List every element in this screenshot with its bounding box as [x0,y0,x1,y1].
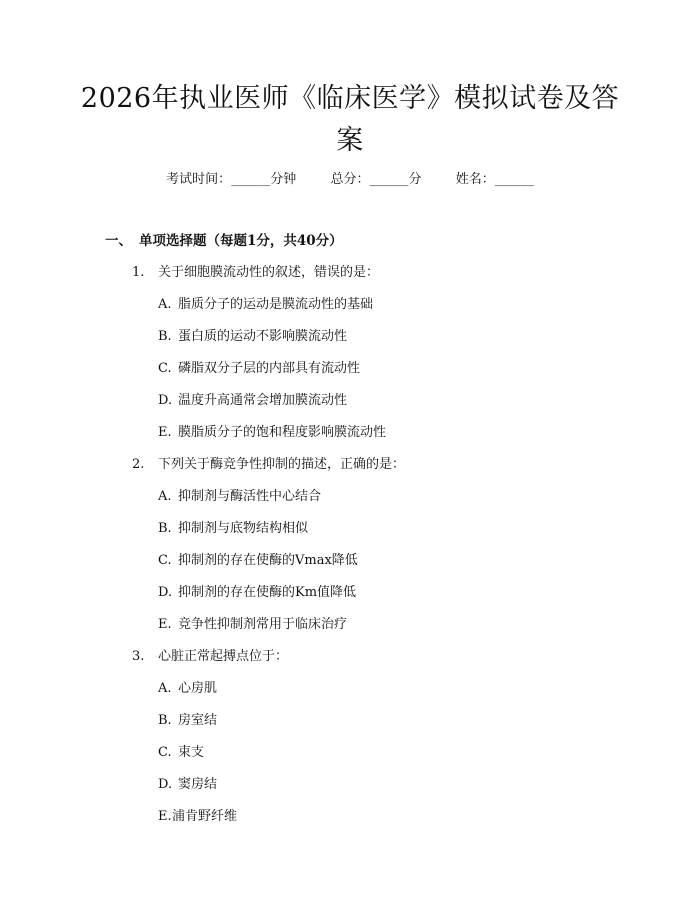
question-text: 下列关于酶竞争性抑制的描述，正确的是： [158,457,406,472]
question-number: 2. [132,457,145,472]
option-text: 窦房结 [178,777,218,792]
option-text: 抑制剂与酶活性中心结合 [178,489,322,504]
option-3b [158,709,217,728]
option-letter: A. [158,489,172,504]
total-score-blank: ______ [369,172,409,187]
option-3c [158,741,204,760]
question-3 [132,645,288,664]
option-letter: C. [158,553,172,568]
option-text: 抑制剂的存在使酶的Vmax降低 [178,553,358,568]
option-letter: B. [158,713,172,728]
option-1e [158,421,386,440]
page-title: 2026年执业医师《临床医学》模拟试卷及答案 [80,83,620,156]
exam-info-line [0,168,700,187]
option-letter: D. [158,777,173,792]
exam-time-label: 考试时间： [166,172,232,187]
section-title: 单项选择题（每题1分，共40分） [139,233,343,249]
option-letter: B. [158,329,172,344]
option-1d [158,389,347,408]
option-text: 束支 [178,745,205,760]
option-3d [158,773,217,792]
total-score-label: 总分： [330,172,370,187]
name-label: 姓名： [455,172,495,187]
question-number: 1. [132,265,145,280]
question-number: 3. [132,649,145,664]
option-text: 心房肌 [178,681,218,696]
question-2 [132,453,405,472]
option-letter: A. [158,681,172,696]
option-text: 竞争性抑制剂常用于临床治疗 [178,617,348,632]
question-1 [132,261,379,280]
option-text: 蛋白质的运动不影响膜流动性 [178,329,348,344]
option-text: 浦肯野纤维 [172,809,238,824]
question-text: 关于细胞膜流动性的叙述，错误的是： [158,265,380,280]
option-letter: C. [158,361,172,376]
option-text: 脂质分子的运动是膜流动性的基础 [178,297,374,312]
exam-time-unit: 分钟 [270,172,297,187]
section-heading [105,229,343,249]
option-2b [158,517,308,536]
option-1b [158,325,347,344]
option-text: 膜脂质分子的饱和程度影响膜流动性 [178,425,387,440]
option-text: 磷脂双分子层的内部具有流动性 [178,361,361,376]
option-letter: C. [158,745,172,760]
option-letter: D. [158,585,173,600]
option-letter: E. [158,809,172,824]
exam-time-blank: ______ [231,172,271,187]
option-text: 温度升高通常会增加膜流动性 [178,393,348,408]
option-text: 抑制剂的存在使酶的Km值降低 [178,585,357,600]
option-2e [158,613,347,632]
option-letter: A. [158,297,172,312]
option-letter: D. [158,393,173,408]
total-score-unit: 分 [408,172,422,187]
option-text: 房室结 [178,713,218,728]
option-3e [158,805,237,824]
option-1a [158,293,373,312]
option-2d [158,581,356,600]
option-1c [158,357,360,376]
option-2a [158,485,321,504]
option-3a [158,677,217,696]
option-letter: E. [158,617,172,632]
option-letter: B. [158,521,172,536]
option-text: 抑制剂与底物结构相似 [178,521,309,536]
option-letter: E. [158,425,172,440]
question-text: 心脏正常起搏点位于： [158,649,289,664]
name-blank: ______ [494,172,534,187]
section-number: 一、 [105,233,132,249]
option-2c [158,549,358,568]
